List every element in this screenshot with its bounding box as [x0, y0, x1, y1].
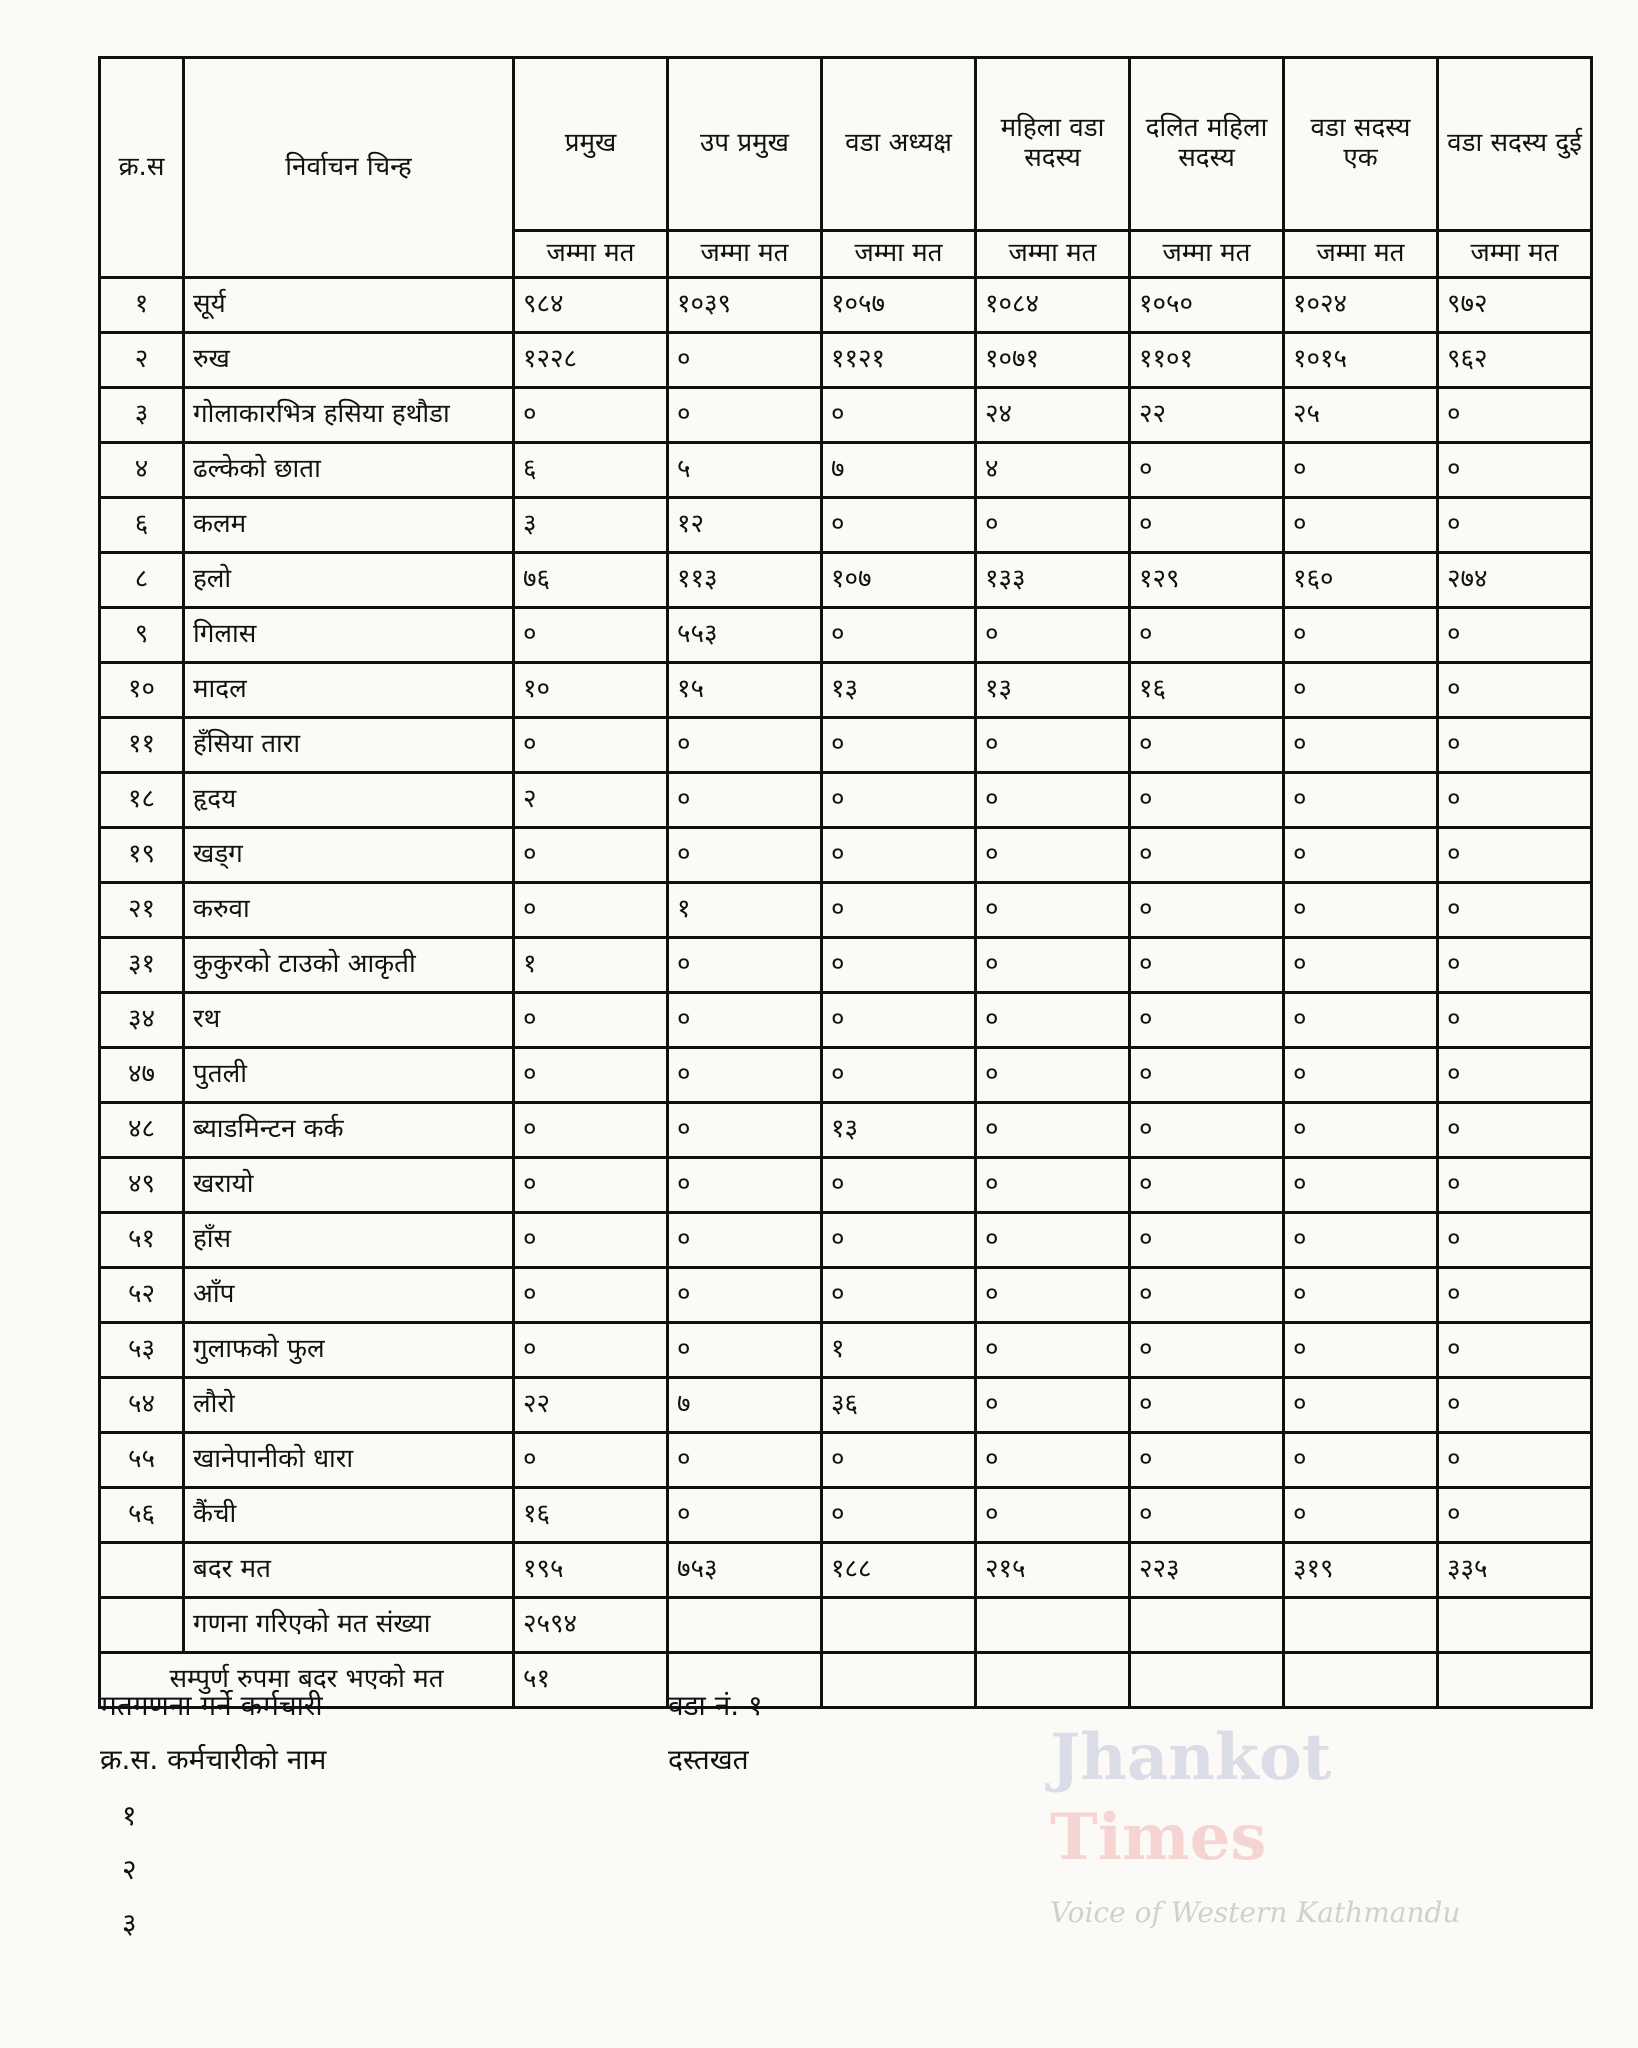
votes-ward-chair: ० [822, 1048, 976, 1103]
votes-woman-member: ० [976, 1488, 1130, 1543]
votes-ward-member-one: १०१५ [1284, 333, 1438, 388]
votes-woman-member: ० [976, 1268, 1130, 1323]
votes-deputy-mayor: १२ [668, 498, 822, 553]
votes-ward-member-one: १६० [1284, 553, 1438, 608]
votes-ward-member-two: ० [1438, 1158, 1592, 1213]
votes-woman-member: ० [976, 1433, 1130, 1488]
votes-mayor: १२२८ [514, 333, 668, 388]
votes-ward-member-two: ० [1438, 1103, 1592, 1158]
votes-ward-chair: ० [822, 883, 976, 938]
row-symbol: ढल्केको छाता [184, 443, 514, 498]
subheader-total-votes: जम्मा मत [1438, 231, 1592, 278]
row-serial: ६ [100, 498, 184, 553]
votes-ward-chair: १३ [822, 663, 976, 718]
ward-number: वडा नं. १ [668, 1689, 763, 1722]
staff-serial-2: २ [122, 1853, 137, 1886]
election-results-table [98, 56, 1593, 1709]
votes-ward-member-two: ० [1438, 1048, 1592, 1103]
votes-deputy-mayor: ० [668, 993, 822, 1048]
table-row [100, 498, 1592, 553]
row-symbol: रुख [184, 333, 514, 388]
votes-ward-chair: १ [822, 1323, 976, 1378]
votes-ward-member-two: ० [1438, 1268, 1592, 1323]
votes-dalit-woman-member: ० [1130, 1213, 1284, 1268]
votes-ward-member-one: ० [1284, 1323, 1438, 1378]
votes-mayor: १० [514, 663, 668, 718]
votes-ward-chair: ३६ [822, 1378, 976, 1433]
blank-cell [1130, 1598, 1284, 1653]
votes-mayor: ० [514, 718, 668, 773]
blank-cell [1130, 1653, 1284, 1708]
votes-deputy-mayor: ० [668, 1433, 822, 1488]
row-symbol: आँप [184, 1268, 514, 1323]
votes-deputy-mayor: ० [668, 1213, 822, 1268]
votes-mayor: ३ [514, 498, 668, 553]
votes-dalit-woman-member: ० [1130, 773, 1284, 828]
votes-deputy-mayor: ० [668, 773, 822, 828]
votes-ward-member-one: ० [1284, 938, 1438, 993]
votes-ward-member-two: ० [1438, 1378, 1592, 1433]
subheader-total-votes: जम्मा मत [1284, 231, 1438, 278]
votes-ward-member-one: ० [1284, 993, 1438, 1048]
header-mayor: प्रमुख [514, 58, 668, 231]
votes-mayor: ० [514, 1103, 668, 1158]
votes-ward-member-one: ० [1284, 1048, 1438, 1103]
row-serial: ४७ [100, 1048, 184, 1103]
votes-mayor: २२ [514, 1378, 668, 1433]
watermark-tagline: Voice of Western Kathmandu [1050, 1896, 1461, 1929]
votes-dalit-woman-member: ० [1130, 608, 1284, 663]
row-symbol: गिलास [184, 608, 514, 663]
row-symbol: हृदय [184, 773, 514, 828]
blank-cell [100, 1598, 184, 1653]
row-serial: ९ [100, 608, 184, 663]
votes-ward-member-two: २७४ [1438, 553, 1592, 608]
votes-mayor: ० [514, 608, 668, 663]
votes-dalit-woman-member: ० [1130, 1433, 1284, 1488]
votes-dalit-woman-member: ० [1130, 1378, 1284, 1433]
votes-ward-member-two: ० [1438, 1433, 1592, 1488]
votes-ward-chair: ० [822, 773, 976, 828]
votes-ward-chair: ७ [822, 443, 976, 498]
row-serial: ८ [100, 553, 184, 608]
blank-cell [1438, 1653, 1592, 1708]
row-serial: २१ [100, 883, 184, 938]
votes-mayor: ७६ [514, 553, 668, 608]
votes-ward-chair: ० [822, 718, 976, 773]
votes-woman-member: ० [976, 1213, 1130, 1268]
votes-dalit-woman-member: ११०१ [1130, 333, 1284, 388]
table-row [100, 278, 1592, 333]
votes-ward-member-one: ० [1284, 1103, 1438, 1158]
votes-deputy-mayor: ७ [668, 1378, 822, 1433]
votes-dalit-woman-member: ० [1130, 443, 1284, 498]
header-symbol: निर्वाचन चिन्ह [184, 58, 514, 278]
votes-ward-member-one: ० [1284, 1268, 1438, 1323]
row-serial: ४८ [100, 1103, 184, 1158]
header-ward-member-two: वडा सदस्य दुई [1438, 58, 1592, 231]
votes-ward-member-one: ० [1284, 498, 1438, 553]
row-serial: १० [100, 663, 184, 718]
votes-ward-member-one: ० [1284, 1488, 1438, 1543]
votes-dalit-woman-member: ० [1130, 1268, 1284, 1323]
votes-woman-member: ० [976, 938, 1130, 993]
row-symbol: हँसिया तारा [184, 718, 514, 773]
votes-mayor: ० [514, 1433, 668, 1488]
votes-dalit-woman-member: ० [1130, 1323, 1284, 1378]
row-symbol: खानेपानीको धारा [184, 1433, 514, 1488]
votes-woman-member: ० [976, 498, 1130, 553]
table-row [100, 608, 1592, 663]
votes-dalit-woman-member: २२ [1130, 388, 1284, 443]
votes-woman-member: ० [976, 828, 1130, 883]
header-woman-member: महिला वडा सदस्य [976, 58, 1130, 231]
header-serial: क्र.स [100, 58, 184, 278]
invalid-votes-deputy-mayor: ७५३ [668, 1543, 822, 1598]
votes-deputy-mayor: ० [668, 938, 822, 993]
votes-mayor: २ [514, 773, 668, 828]
votes-ward-member-two: ० [1438, 663, 1592, 718]
subheader-total-votes: जम्मा मत [976, 231, 1130, 278]
table-row [100, 663, 1592, 718]
votes-woman-member: ० [976, 883, 1130, 938]
row-serial: ३१ [100, 938, 184, 993]
votes-deputy-mayor: ५५३ [668, 608, 822, 663]
row-symbol: सूर्य [184, 278, 514, 333]
votes-ward-member-two: ० [1438, 1213, 1592, 1268]
votes-ward-member-two: ९६२ [1438, 333, 1592, 388]
invalid-votes-label: बदर मत [184, 1543, 514, 1598]
watermark-brand-red: Times [1050, 1800, 1267, 1875]
votes-dalit-woman-member: ० [1130, 883, 1284, 938]
votes-dalit-woman-member: ० [1130, 1048, 1284, 1103]
votes-ward-member-one: २५ [1284, 388, 1438, 443]
votes-mayor: १६ [514, 1488, 668, 1543]
row-serial: १ [100, 278, 184, 333]
row-symbol: गुलाफको फुल [184, 1323, 514, 1378]
votes-ward-member-one: ० [1284, 1158, 1438, 1213]
votes-ward-member-one: ० [1284, 443, 1438, 498]
invalid-votes-woman-member: २१५ [976, 1543, 1130, 1598]
votes-ward-member-two: ० [1438, 938, 1592, 993]
blank-cell [1438, 1598, 1592, 1653]
votes-ward-member-two: ० [1438, 773, 1592, 828]
fully-invalid-value: ५१ [514, 1653, 668, 1708]
header-ward-chair: वडा अध्यक्ष [822, 58, 976, 231]
row-symbol: रथ [184, 993, 514, 1048]
votes-woman-member: ० [976, 1323, 1130, 1378]
signature-header: दस्तखत [668, 1743, 749, 1776]
subheader-total-votes: जम्मा मत [1130, 231, 1284, 278]
votes-ward-chair: ० [822, 993, 976, 1048]
votes-woman-member: ० [976, 1103, 1130, 1158]
votes-woman-member: ० [976, 773, 1130, 828]
row-serial: ५४ [100, 1378, 184, 1433]
votes-dalit-woman-member: ० [1130, 1158, 1284, 1213]
votes-mayor: ० [514, 828, 668, 883]
votes-woman-member: ० [976, 718, 1130, 773]
votes-dalit-woman-member: ० [1130, 938, 1284, 993]
table-row [100, 1268, 1592, 1323]
votes-ward-member-one: ० [1284, 773, 1438, 828]
votes-ward-member-two: ० [1438, 993, 1592, 1048]
table-row [100, 1158, 1592, 1213]
votes-ward-chair: ० [822, 498, 976, 553]
votes-dalit-woman-member: ० [1130, 993, 1284, 1048]
votes-woman-member: ० [976, 608, 1130, 663]
votes-ward-member-two: ० [1438, 388, 1592, 443]
votes-dalit-woman-member: १०५० [1130, 278, 1284, 333]
table-row [100, 883, 1592, 938]
votes-deputy-mayor: ५ [668, 443, 822, 498]
row-serial: ५१ [100, 1213, 184, 1268]
votes-dalit-woman-member: ० [1130, 498, 1284, 553]
votes-ward-member-one: ० [1284, 1213, 1438, 1268]
votes-dalit-woman-member: ० [1130, 1103, 1284, 1158]
results-body [100, 278, 1592, 1543]
votes-ward-member-two: ९७२ [1438, 278, 1592, 333]
votes-mayor: ९८४ [514, 278, 668, 333]
votes-woman-member: ४ [976, 443, 1130, 498]
votes-deputy-mayor: ० [668, 388, 822, 443]
invalid-votes-ward-chair: १८८ [822, 1543, 976, 1598]
votes-woman-member: १०७१ [976, 333, 1130, 388]
votes-mayor: ० [514, 1158, 668, 1213]
votes-mayor: ० [514, 1048, 668, 1103]
votes-ward-member-two: ० [1438, 498, 1592, 553]
row-serial: २ [100, 333, 184, 388]
votes-deputy-mayor: ० [668, 718, 822, 773]
votes-ward-member-one: ० [1284, 718, 1438, 773]
votes-deputy-mayor: १ [668, 883, 822, 938]
votes-deputy-mayor: ११३ [668, 553, 822, 608]
row-serial: ३ [100, 388, 184, 443]
votes-ward-chair: ११२१ [822, 333, 976, 388]
votes-ward-member-one: ० [1284, 883, 1438, 938]
table-row [100, 1433, 1592, 1488]
votes-dalit-woman-member: ० [1130, 718, 1284, 773]
row-serial: ५३ [100, 1323, 184, 1378]
votes-mayor: १ [514, 938, 668, 993]
row-serial: ३४ [100, 993, 184, 1048]
votes-ward-member-one: १०२४ [1284, 278, 1438, 333]
table-row [100, 1103, 1592, 1158]
votes-ward-chair: ० [822, 1433, 976, 1488]
votes-ward-chair: ० [822, 1213, 976, 1268]
row-serial: १८ [100, 773, 184, 828]
votes-ward-member-two: ० [1438, 608, 1592, 663]
row-symbol: गोलाकारभित्र हसिया हथौडा [184, 388, 514, 443]
counted-votes-row [100, 1598, 1592, 1653]
votes-ward-chair: ० [822, 1268, 976, 1323]
blank-cell [976, 1598, 1130, 1653]
votes-deputy-mayor: ० [668, 333, 822, 388]
votes-deputy-mayor: ० [668, 1103, 822, 1158]
row-serial: १९ [100, 828, 184, 883]
votes-ward-member-one: ० [1284, 663, 1438, 718]
votes-deputy-mayor: ० [668, 1158, 822, 1213]
votes-woman-member: १०८४ [976, 278, 1130, 333]
row-serial: ५६ [100, 1488, 184, 1543]
header-dalit-woman-member: दलित महिला सदस्य [1130, 58, 1284, 231]
votes-ward-chair: ० [822, 388, 976, 443]
votes-deputy-mayor: ० [668, 1488, 822, 1543]
table-row [100, 1323, 1592, 1378]
votes-deputy-mayor: ० [668, 1268, 822, 1323]
votes-dalit-woman-member: ० [1130, 828, 1284, 883]
row-serial: ११ [100, 718, 184, 773]
signature-section [100, 1688, 1000, 1988]
votes-deputy-mayor: ० [668, 1323, 822, 1378]
row-symbol: कुकुरको टाउको आकृती [184, 938, 514, 993]
votes-ward-member-one: ० [1284, 828, 1438, 883]
table-row [100, 333, 1592, 388]
votes-ward-member-two: ० [1438, 883, 1592, 938]
votes-ward-chair: ० [822, 828, 976, 883]
header-ward-member-one: वडा सदस्य एक [1284, 58, 1438, 231]
votes-dalit-woman-member: १६ [1130, 663, 1284, 718]
row-symbol: करुवा [184, 883, 514, 938]
row-symbol: कैंची [184, 1488, 514, 1543]
table-row [100, 553, 1592, 608]
row-symbol: ब्याडमिन्टन कर्क [184, 1103, 514, 1158]
summary-body [100, 1543, 1592, 1708]
votes-woman-member: ० [976, 1048, 1130, 1103]
table-row [100, 388, 1592, 443]
votes-ward-chair: १०७ [822, 553, 976, 608]
votes-mayor: ० [514, 993, 668, 1048]
votes-deputy-mayor: १५ [668, 663, 822, 718]
votes-ward-member-one: ० [1284, 1378, 1438, 1433]
subheader-total-votes: जम्मा मत [514, 231, 668, 278]
row-symbol: मादल [184, 663, 514, 718]
staff-name-header: क्र.स. कर्मचारीको नाम [100, 1743, 327, 1776]
votes-dalit-woman-member: ० [1130, 1488, 1284, 1543]
votes-deputy-mayor: ० [668, 1048, 822, 1103]
votes-woman-member: १३३ [976, 553, 1130, 608]
row-symbol: लौरो [184, 1378, 514, 1433]
votes-ward-member-two: ० [1438, 1323, 1592, 1378]
votes-mayor: ० [514, 1268, 668, 1323]
table-row [100, 938, 1592, 993]
votes-mayor: ० [514, 1213, 668, 1268]
staff-serial-3: ३ [122, 1907, 137, 1940]
votes-woman-member: ० [976, 993, 1130, 1048]
header-row [100, 58, 1592, 231]
fully-invalid-label: सम्पुर्ण रुपमा बदर भएको मत [100, 1653, 514, 1708]
invalid-votes-dalit-woman-member: २२३ [1130, 1543, 1284, 1598]
votes-ward-chair: ० [822, 1488, 976, 1543]
table-row [100, 1048, 1592, 1103]
row-symbol: हाँस [184, 1213, 514, 1268]
votes-ward-member-two: ० [1438, 443, 1592, 498]
row-symbol: हलो [184, 553, 514, 608]
invalid-votes-ward-member-one: ३१९ [1284, 1543, 1438, 1598]
votes-woman-member: २४ [976, 388, 1130, 443]
row-symbol: खरायो [184, 1158, 514, 1213]
table-row [100, 773, 1592, 828]
votes-woman-member: १३ [976, 663, 1130, 718]
row-serial: ४ [100, 443, 184, 498]
blank-cell [1284, 1598, 1438, 1653]
votes-mayor: ० [514, 1323, 668, 1378]
votes-ward-chair: ० [822, 608, 976, 663]
votes-ward-member-one: ० [1284, 608, 1438, 663]
votes-deputy-mayor: ० [668, 828, 822, 883]
blank-cell [1284, 1653, 1438, 1708]
table-row [100, 718, 1592, 773]
row-symbol: पुतली [184, 1048, 514, 1103]
results-sheet [98, 56, 1590, 1709]
counting-staff-label: मतगणना गर्ने कर्मचारी [100, 1689, 323, 1722]
subheader-total-votes: जम्मा मत [822, 231, 976, 278]
table-row [100, 1488, 1592, 1543]
watermark-brand: Jhankot [1050, 1720, 1332, 1795]
votes-woman-member: ० [976, 1158, 1130, 1213]
votes-ward-chair: ० [822, 1158, 976, 1213]
votes-ward-member-two: ० [1438, 1488, 1592, 1543]
votes-deputy-mayor: १०३९ [668, 278, 822, 333]
invalid-votes-ward-member-two: ३३५ [1438, 1543, 1592, 1598]
invalid-votes-mayor: १९५ [514, 1543, 668, 1598]
table-row [100, 828, 1592, 883]
votes-dalit-woman-member: १२९ [1130, 553, 1284, 608]
table-row [100, 993, 1592, 1048]
votes-mayor: ६ [514, 443, 668, 498]
votes-woman-member: ० [976, 1378, 1130, 1433]
votes-ward-member-one: ० [1284, 1433, 1438, 1488]
counted-votes-value: २५९४ [514, 1598, 668, 1653]
votes-mayor: ० [514, 883, 668, 938]
table-row [100, 443, 1592, 498]
votes-ward-chair: १०५७ [822, 278, 976, 333]
counted-votes-label: गणना गरिएको मत संख्या [184, 1598, 514, 1653]
row-serial: ४९ [100, 1158, 184, 1213]
row-symbol: खड्ग [184, 828, 514, 883]
votes-ward-chair: ० [822, 938, 976, 993]
votes-ward-member-two: ० [1438, 828, 1592, 883]
blank-cell [668, 1598, 822, 1653]
blank-cell [822, 1598, 976, 1653]
row-serial: ५२ [100, 1268, 184, 1323]
table-row [100, 1213, 1592, 1268]
watermark-block [1050, 1720, 1610, 1980]
table-row [100, 1378, 1592, 1433]
votes-ward-member-two: ० [1438, 718, 1592, 773]
row-symbol: कलम [184, 498, 514, 553]
votes-ward-chair: १३ [822, 1103, 976, 1158]
blank-cell [100, 1543, 184, 1598]
subheader-total-votes: जम्मा मत [668, 231, 822, 278]
header-deputy-mayor: उप प्रमुख [668, 58, 822, 231]
invalid-votes-row [100, 1543, 1592, 1598]
staff-serial-1: १ [122, 1799, 137, 1832]
votes-mayor: ० [514, 388, 668, 443]
row-serial: ५५ [100, 1433, 184, 1488]
